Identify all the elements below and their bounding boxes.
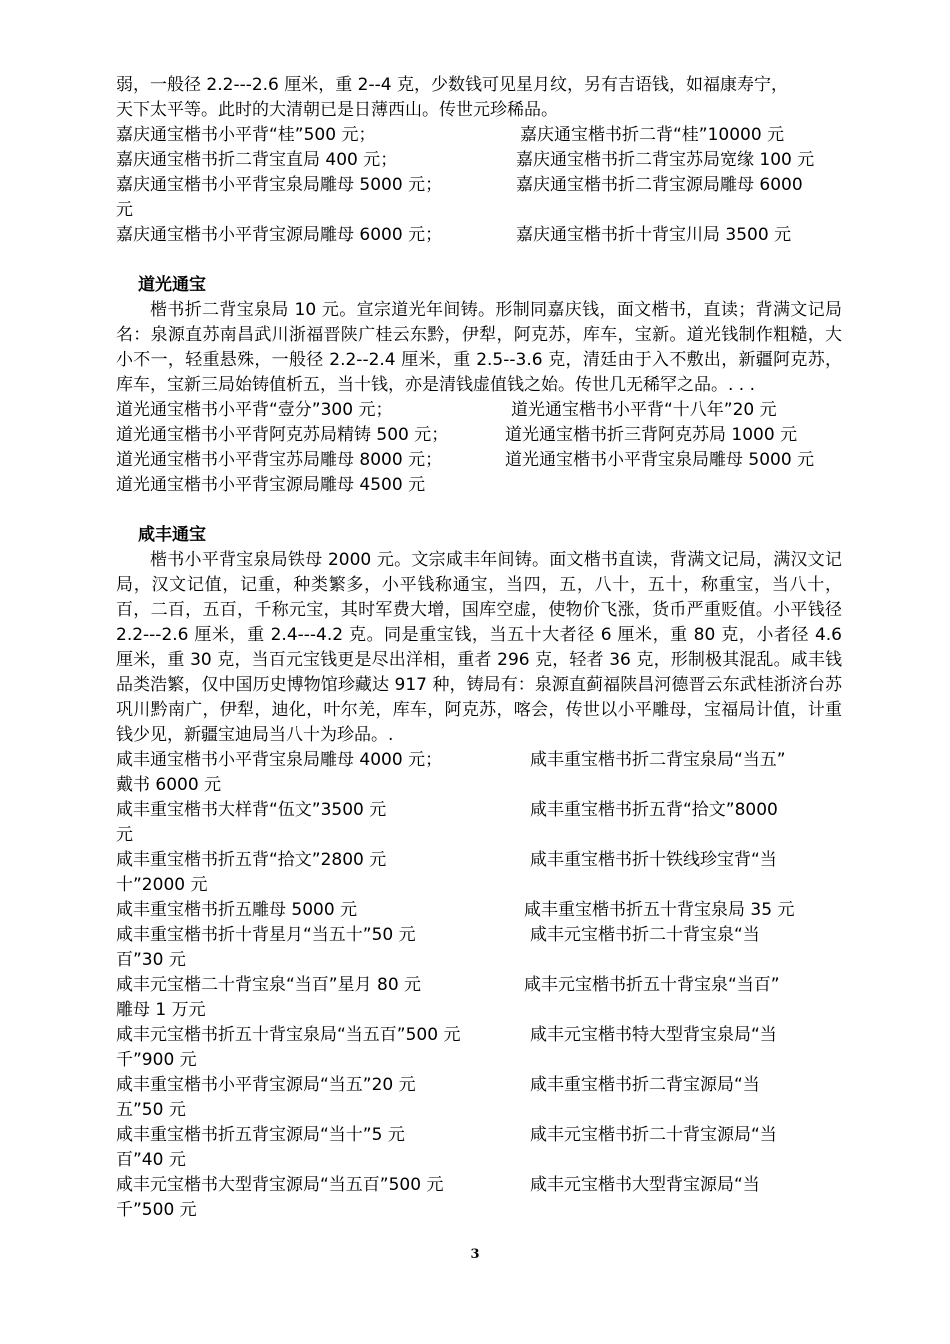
price-left: 咸丰元宝楷书大型背宝源局“当五百”500 元: [116, 1175, 444, 1195]
price-continuation: 戴书 6000 元: [116, 775, 222, 795]
price-row: [116, 423, 842, 448]
price-left: 嘉庆通宝楷书小平背宝泉局雕母 5000 元；: [116, 175, 443, 195]
price-continuation: 百”30 元: [116, 950, 186, 970]
price-right: 咸丰重宝楷书折二背宝源局“当: [530, 1075, 760, 1095]
price-row: [116, 1023, 842, 1048]
price-right: 咸丰元宝楷书折二十背宝泉“当: [530, 925, 760, 945]
price-right: 道光通宝楷书小平背“十八年”20 元: [511, 400, 777, 420]
price-right: 咸丰元宝楷书特大型背宝泉局“当: [530, 1025, 777, 1045]
price-left: 道光通宝楷书小平背宝源局雕母 4500 元: [116, 475, 426, 495]
page-number: 3: [470, 1247, 480, 1262]
price-right: 嘉庆通宝楷书折十背宝川局 3500 元: [516, 225, 792, 245]
price-row: [116, 748, 842, 773]
price-row: [116, 173, 842, 198]
price-right: 咸丰元宝楷书折二十背宝源局“当: [530, 1125, 777, 1145]
price-continuation: 十”2000 元: [116, 875, 208, 895]
price-left: 咸丰通宝楷书小平背宝泉局雕母 4000 元；: [116, 750, 443, 770]
price-continuation: 千”500 元: [116, 1200, 197, 1220]
price-left: 咸丰重宝楷书折五雕母 5000 元: [116, 900, 358, 920]
price-right: 咸丰重宝楷书折十铁线珍宝背“当: [530, 850, 777, 870]
price-row: [116, 148, 842, 173]
price-right: 咸丰元宝楷书大型背宝源局“当: [530, 1175, 760, 1195]
price-row: [116, 223, 842, 248]
price-left: 咸丰重宝楷书小平背宝源局“当五”20 元: [116, 1075, 416, 1095]
price-row: [116, 923, 842, 948]
price-row: [116, 398, 842, 423]
jiaqing-price-list: [116, 123, 842, 248]
price-row: [116, 473, 842, 498]
price-right: 嘉庆通宝楷书折二背“桂”10000 元: [520, 125, 785, 145]
text-line: 弱，一般径 2.2---2.6 厘米，重 2--4 克，少数钱可见星月纹，另有吉语钱，如福康寿宁，: [116, 75, 788, 95]
price-left: 咸丰重宝楷书大样背“伍文”3500 元: [116, 800, 387, 820]
price-row: [116, 1073, 842, 1098]
price-left: 嘉庆通宝楷书小平背“桂”500 元；: [116, 125, 376, 145]
price-left: 咸丰重宝楷书折十背星月“当五十”50 元: [116, 925, 416, 945]
daoguang-price-list: [116, 398, 842, 498]
price-left: 咸丰元宝楷书折五十背宝泉局“当五百”500 元: [116, 1025, 461, 1045]
price-left: 道光通宝楷书小平背阿克苏局精铸 500 元；: [116, 425, 449, 445]
price-right: 嘉庆通宝楷书折二背宝源局雕母 6000: [516, 175, 803, 195]
section-heading-daoguang: 道光通宝: [138, 275, 206, 295]
price-left: 道光通宝楷书小平背宝苏局雕母 8000 元；: [116, 450, 443, 470]
price-continuation: 雕母 1 万元: [116, 1000, 206, 1020]
price-row: [116, 898, 842, 923]
price-row: [116, 848, 842, 873]
price-continuation: 元: [116, 200, 133, 220]
price-left: 咸丰重宝楷书折五背宝源局“当十”5 元: [116, 1125, 405, 1145]
price-right: 咸丰重宝楷书折二背宝泉局“当五”: [530, 750, 786, 770]
price-row: [116, 1123, 842, 1148]
price-row: [116, 448, 842, 473]
price-continuation: 五”50 元: [116, 1100, 186, 1120]
price-right: 道光通宝楷书折三背阿克苏局 1000 元: [505, 425, 798, 445]
price-right: 咸丰元宝楷书折五十背宝泉“当百”: [524, 975, 780, 995]
price-row: [116, 123, 842, 148]
xianfeng-description: 楷书小平背宝泉局铁母 2000 元。文宗咸丰年间铸。面文楷书直读，背满文记局，满汉文记局，汉文记值，记重，种类繁多，小平钱称通宝，当四，五，八十，五十，称重宝，当八十，百，二百，五百，千称元宝，其时军费大增，国库空虚，使物价飞涨，货币严重贬值。小平钱径 2.2---2.6 厘米，重 2.4---4.2 克。同是重宝钱，当五十大者径 6 厘米，重 80 克，小者径 4.6 厘米，重 30 克，当百元宝钱更是尽出洋相，重者 296 克，轻者 36 克，形制极其混乱。咸丰钱品类浩繁，仅中国历史博物馆珍藏达 917 种，铸局有：泉源直蓟福陕昌河德晋云东武桂浙济台苏巩川黔南广，伊犁，迪化，叶尔羌，库车，阿克苏，喀会，传世以小平雕母，宝福局计值，计重钱少见，新疆宝迪局当八十为珍品。.: [116, 550, 842, 745]
price-right: 道光通宝楷书小平背宝泉局雕母 5000 元: [505, 450, 815, 470]
xianfeng-price-list: [116, 748, 842, 1223]
price-continuation: 元: [116, 825, 133, 845]
section-heading-xianfeng: 咸丰通宝: [138, 525, 206, 545]
daoguang-description: 楷书折二背宝泉局 10 元。宣宗道光年间铸。形制同嘉庆钱，面文楷书，直读；背满文记局名：泉源直苏南昌武川浙福晋陕广桂云东黔，伊犁，阿克苏，库车，宝新。道光钱制作粗糙，大小不一，轻重悬殊，一般径 2.2--2.4 厘米，重 2.5--3.6 克，清廷由于入不敷出，新疆阿克苏，库车，宝新三局始铸值析五，当十钱，亦是清钱虚值钱之始。传世几无稀罕之品。. . .: [116, 300, 842, 395]
price-left: 咸丰元宝楷二十背宝泉“当百”星月 80 元: [116, 975, 422, 995]
price-row: [116, 1173, 842, 1198]
price-row: [116, 798, 842, 823]
price-left: 嘉庆通宝楷书小平背宝源局雕母 6000 元；: [116, 225, 443, 245]
price-right: 咸丰重宝楷书折五十背宝泉局 35 元: [524, 900, 795, 920]
page-content: [116, 73, 842, 1223]
price-left: 咸丰重宝楷书折五背“拾文”2800 元: [116, 850, 387, 870]
price-right: 咸丰重宝楷书折五背“拾文”8000: [530, 800, 778, 820]
price-left: 嘉庆通宝楷书折二背宝直局 400 元；: [116, 150, 398, 170]
price-continuation: 百”40 元: [116, 1150, 186, 1170]
price-row: [116, 973, 842, 998]
text-line: 天下太平等。此时的大清朝已是日薄西山。传世元珍稀品。: [116, 100, 558, 120]
price-right: 嘉庆通宝楷书折二背宝苏局宽缘 100 元: [516, 150, 815, 170]
price-left: 道光通宝楷书小平背“壹分”300 元；: [116, 400, 393, 420]
jiaqing-intro: [116, 73, 842, 123]
price-continuation: 千”900 元: [116, 1050, 197, 1070]
